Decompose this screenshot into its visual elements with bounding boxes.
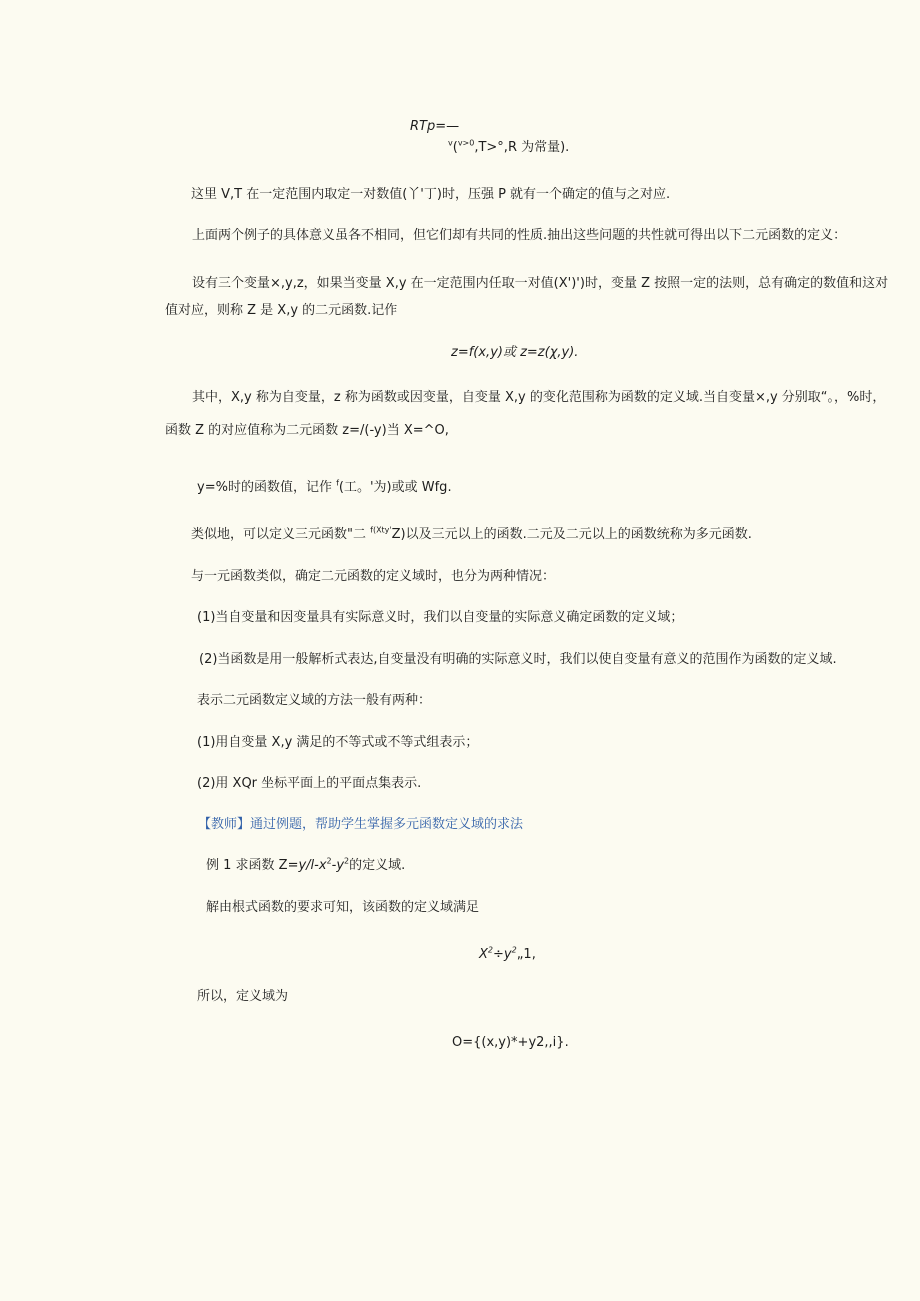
formula-rtp-rest: ,T>°,R 为常量). — [474, 140, 570, 155]
formula-rtp-open: ( — [452, 140, 458, 155]
example-formula-mid: -y — [331, 858, 345, 873]
function-value-rest: (工。'为)或或 Wfg. — [338, 480, 452, 495]
example-formula: y/l-x — [298, 858, 327, 873]
ternary-text-b: Z)以及三元以上的函数.二元及二元以上的函数统称为多元函数. — [391, 527, 752, 542]
paragraph-pressure: 这里 V,T 在一定范围内取定一对数值(丫'丁)时，压强 P 就有一个确定的值与之对应. — [191, 187, 671, 202]
paragraph-case-1: (1)当自变量和因变量具有实际意义时，我们以自变量的实际意义确定函数的定义域； — [197, 610, 684, 625]
solution-text: 解由根式函数的要求可知，该函数的定义域满足 — [206, 900, 480, 915]
ineq-c: „1, — [516, 947, 536, 962]
paragraph-two-cases: 与一元函数类似，确定二元函数的定义域时，也分为两种情况： — [191, 569, 556, 584]
formula-rtp-top: RTp=— — [410, 119, 460, 134]
paragraph-variables-line1: 其中，X,y 称为自变量，z 称为函数或因变量，自变量 X,y 的变化范围称为函数的定义域.当自变量×,y 分别取“。，%时， — [192, 390, 886, 405]
teacher-note: 【教师】通过例题，帮助学生掌握多元函数定义域的求法 — [198, 817, 524, 832]
ineq-sup1: 2 — [487, 945, 493, 955]
example-sup1: 2 — [326, 856, 332, 866]
formula-domain: O={(x,y)*+y2,,i}. — [452, 1035, 569, 1050]
paragraph-method-2: (2)用 XQr 坐标平面上的平面点集表示. — [197, 776, 422, 791]
paragraph-definition-line1: 设有三个变量×,y,z，如果当变量 X,y 在一定范围内任取一对值(X')')时，变量 Z 按照一定的法则，总有确定的数值和这对 — [192, 276, 889, 291]
ternary-text-a: 类似地，可以定义三元函数"二 — [191, 527, 371, 542]
function-value-text: y=%时的函数值，记作 — [197, 480, 337, 495]
formula-rtp-bottom — [448, 139, 569, 157]
example-1 — [206, 857, 405, 875]
formula-rtp-sup: v — [448, 138, 453, 148]
paragraph-case-2: (2)当函数是用一般解析式表达,自变量没有明确的实际意义时，我们以使自变量有意义的范围作为函数的定义域. — [199, 652, 837, 667]
paragraph-function-value — [197, 479, 452, 497]
function-value-sup: f — [336, 478, 339, 488]
formula-rtp-sup2: v>0 — [457, 138, 475, 148]
ternary-sup: f(Xty' — [370, 525, 392, 535]
example-text-a: 例 1 求函数 Z= — [206, 858, 299, 873]
paragraph-two-methods: 表示二元函数定义域的方法一般有两种： — [197, 693, 432, 708]
ineq-sup2: 2 — [511, 945, 517, 955]
paragraph-ternary-function — [191, 526, 752, 544]
ineq-a: X — [479, 947, 488, 962]
example-sup2: 2 — [344, 856, 350, 866]
paragraph-method-1: (1)用自变量 X,y 满足的不等式或不等式组表示； — [197, 735, 479, 750]
paragraph-variables-line2: 函数 Z 的对应值称为二元函数 z=/(-y)当 X=^O, — [165, 423, 449, 438]
ineq-b: ÷y — [493, 947, 512, 962]
therefore-text: 所以，定义域为 — [197, 989, 289, 1004]
formula-inequality — [479, 946, 536, 964]
example-text-b: 的定义域. — [349, 858, 406, 873]
paragraph-common-property: 上面两个例子的具体意义虽各不相同，但它们却有共同的性质.抽出这些问题的共性就可得出以下二元函数的定义： — [192, 228, 847, 243]
formula-z-notation: z=f(x,y)或 z=z(χ,y). — [451, 345, 579, 360]
paragraph-definition-line2: 值对应，则称 Z 是 X,y 的二元函数.记作 — [165, 303, 398, 318]
